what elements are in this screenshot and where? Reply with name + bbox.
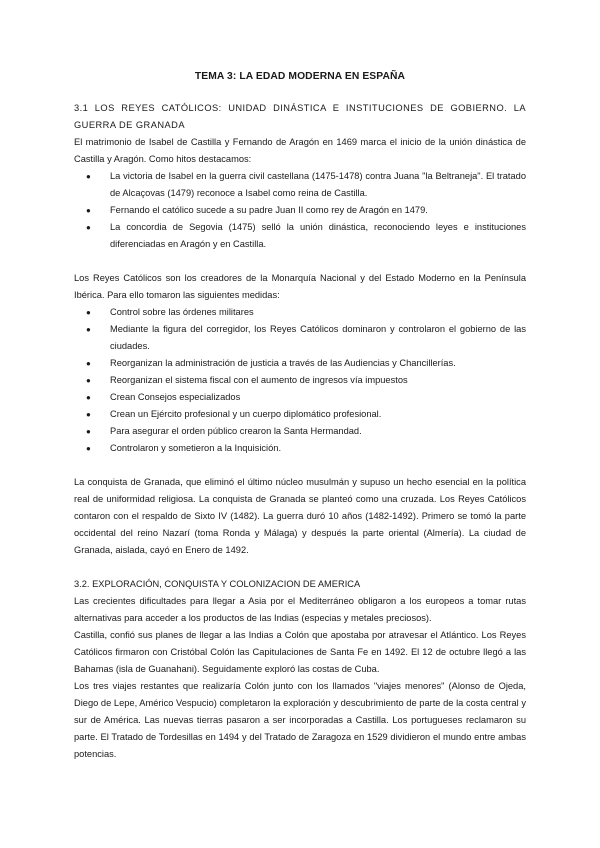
list-item: ● Crean un Ejército profesional y un cuerpo diplomático profesional. [74, 406, 526, 423]
monarquia-intro: Los Reyes Católicos son los creadores de la Monarquía Nacional y del Estado Moderno en la Península Ibérica. Para ello tomaron las siguientes medidas: [74, 273, 526, 300]
list-item: ● Mediante la figura del corregidor, los Reyes Católicos dominaron y controlaron el gobierno de las ciudades. [74, 321, 526, 355]
list-item: ● Para asegurar el orden público crearon la Santa Hermandad. [74, 423, 526, 440]
section-2-paragraph-1: Las crecientes dificultades para llegar a Asia por el Mediterráneo obligaron a los europeos a tomar rutas alternativas para acceder a los productos de las Indias (especias y metales preciosos). [74, 596, 526, 623]
section-2-heading: 3.2. EXPLORACIÓN, CONQUISTA Y COLONIZACION DE AMERICA [74, 579, 361, 589]
hitos-list [74, 168, 526, 253]
list-item: ● Reorganizan el sistema fiscal con el aumento de ingresos vía impuestos [74, 372, 526, 389]
bullet-icon: ● [86, 444, 91, 453]
list-item: ● Controlaron y sometieron a la Inquisición. [74, 440, 526, 457]
section-1-heading: 3.1 LOS REYES CATÓLICOS: UNIDAD DINÁSTICA E INSTITUCIONES DE GOBIERNO. LA GUERRA DE GRANADA [74, 103, 526, 130]
bullet-icon: ● [86, 223, 91, 232]
section-2-paragraph-3: Los tres viajes restantes que realizaría Colón junto con los llamados "viajes menores" (Alonso de Ojeda, Diego de Lepe, Américo Vespucio) completaron la exploración y descubrimiento de parte de la costa central y sur de América. Las nuevas tierras pasaron a ser incorporadas a Castilla. Los portugueses reclamaron su parte. El Tratado de Tordesillas en 1494 y del Tratado de Zaragoza en 1529 dividieron el mundo entre ambas potencias. [74, 681, 526, 759]
bullet-icon: ● [86, 172, 91, 181]
list-item: ● La concordia de Segovia (1475) selló la unión dinástica, reconociendo leyes e instituciones diferenciadas en Aragón y en Castilla. [74, 219, 526, 253]
bullet-icon: ● [86, 393, 91, 402]
list-item: ● La victoria de Isabel en la guerra civil castellana (1475-1478) contra Juana "la Beltraneja". El tratado de Alcaçovas (1479) reconoce a Isabel como reina de Castilla. [74, 168, 526, 202]
list-item: ● Fernando el católico sucede a su padre Juan II como rey de Aragón en 1479. [74, 202, 526, 219]
bullet-icon: ● [86, 376, 91, 385]
section-2-paragraph-2: Castilla, confió sus planes de llegar a las Indias a Colón que apostaba por atravesar el Atlántico. Los Reyes Católicos firmaron con Cristóbal Colón las Capitulaciones de Santa Fe en 1492. El 12 de octubre llegó a las Bahamas (isla de Guanahani). Seguidamente exploró las costas de Cuba. [74, 630, 526, 674]
medidas-list [74, 304, 526, 457]
bullet-icon: ● [86, 427, 91, 436]
list-item: ● Control sobre las órdenes militares [74, 304, 526, 321]
bullet-icon: ● [86, 308, 91, 317]
list-item: ● Reorganizan la administración de justicia a través de las Audiencias y Chancillerías. [74, 355, 526, 372]
list-item: ● Crean Consejos especializados [74, 389, 526, 406]
section-1-intro: El matrimonio de Isabel de Castilla y Fernando de Aragón en 1469 marca el inicio de la unión dinástica de Castilla y Aragón. Como hitos destacamos: [74, 137, 526, 164]
page-title: TEMA 3: LA EDAD MODERNA EN ESPAÑA [194, 71, 406, 82]
granada-paragraph: La conquista de Granada, que eliminó el último núcleo musulmán y supuso un hecho esencial en la política real de uniformidad religiosa. La conquista de Granada se planteó como una cruzada. Los Reyes Católicos contaron con el respaldo de Sixto IV (1482). La guerra duró 10 años (1482-1492). Primero se tomó la parte occidental del reino Nazarí (toma Ronda y Málaga) y después la parte oriental (Almería). La ciudad de Granada, aislada, cayó en Enero de 1492. [74, 477, 526, 555]
bullet-icon: ● [86, 206, 91, 215]
document-body [74, 100, 526, 763]
bullet-icon: ● [86, 325, 91, 334]
bullet-icon: ● [86, 359, 91, 368]
bullet-icon: ● [86, 410, 91, 419]
